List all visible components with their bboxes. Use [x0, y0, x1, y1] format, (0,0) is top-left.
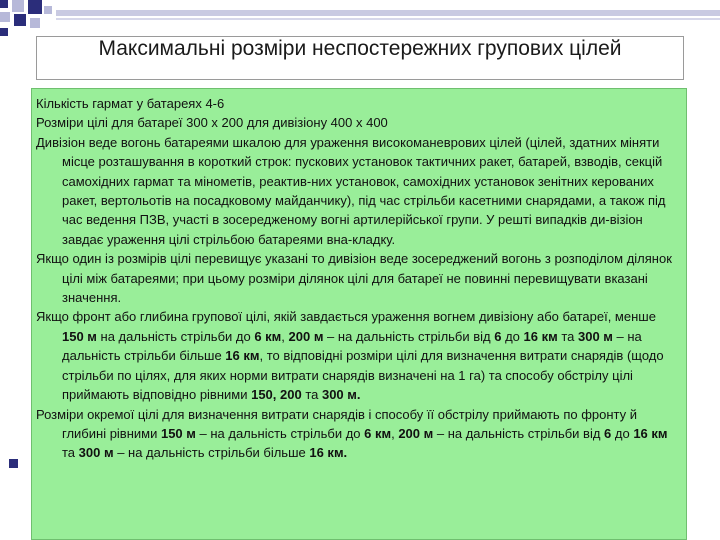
- bold-text: 300 м.: [321, 387, 361, 403]
- body-paragraph: [36, 405, 680, 463]
- text-segment: – на дальність стрільби більше: [113, 445, 310, 461]
- text-segment: Розміри цілі для батареї 300 х 200 для дивізіону 400 х 400: [36, 115, 388, 131]
- bold-text: 16 км: [225, 348, 260, 364]
- text-segment: ,: [391, 425, 399, 441]
- text-segment: ,: [281, 328, 289, 344]
- deco-square: [0, 0, 8, 8]
- deco-square: [14, 14, 26, 26]
- text-segment: до: [611, 425, 634, 441]
- deco-square: [12, 0, 24, 12]
- text-segment: Якщо фронт або глибина групової цілі, якій завдається ураження вогнем дивізіону або батареї, менше: [36, 309, 656, 325]
- bullet-square: [9, 459, 18, 468]
- text-segment: на дальність стрільби до: [96, 328, 255, 344]
- bold-text: 150 м: [160, 425, 196, 441]
- bold-text: 16 км: [633, 425, 668, 441]
- body-paragraph: [36, 113, 680, 132]
- deco-square: [0, 28, 8, 36]
- bold-text: 200 м: [398, 425, 434, 441]
- deco-square: [28, 0, 42, 14]
- text-segment: та: [301, 387, 322, 403]
- text-segment: та: [557, 328, 578, 344]
- text-segment: – на дальність стрільби від: [433, 425, 605, 441]
- bold-text: 150, 200: [251, 387, 302, 403]
- bold-text: 150 м: [62, 328, 97, 344]
- text-segment: Якщо один із розмірів цілі перевищує указані то дивізіон веде зосереджений вогонь з розподілом ділянок цілі між батареями; при цьому розміри ділянок цілі для батареї не повинні перевищувати вказані значення.: [36, 251, 672, 306]
- text-segment: – на дальність стрільби від: [323, 328, 495, 344]
- text-segment: – на дальність стрільби більше: [62, 328, 642, 364]
- deco-stripe: [56, 18, 720, 20]
- deco-square: [44, 6, 52, 14]
- content-panel: [31, 88, 687, 540]
- body-paragraph: [36, 249, 680, 307]
- bold-text: 6: [604, 425, 612, 441]
- bold-text: 16 км.: [309, 445, 348, 461]
- bold-text: 300 м: [78, 445, 114, 461]
- bold-text: 16 км: [523, 328, 558, 344]
- deco-square: [30, 18, 40, 28]
- bold-text: 300 м: [577, 328, 613, 344]
- text-segment: до: [501, 328, 524, 344]
- bold-text: 6 км: [364, 425, 392, 441]
- text-segment: Дивізіон веде вогонь батареями шкалою для ураження високоманеврових цілей (цілей, здатних міняти місце розташування в короткий строк: пускових установок тактичних ракет, батарей, взводів, секцій самохідних гармат та мінометів, реактив-них установок, самохідних установок зенітних керованих ракет, вертольотів на посадковому майданчику), під час стрільби касетними снарядами, а також під час ведення ПЗВ, участі в зосередженому вогні артилерійської групи. У решті випадків ди-візіон завдає ураження цілі стрільбою батареями вна-кладку.: [36, 134, 666, 247]
- text-segment: Кількість гармат у батареях 4-6: [36, 96, 225, 111]
- text-segment: , то відповідні розміри цілі для визначення витрати снарядів (щодо стрільби по цілях, для яких норми витрати снарядів визначені на 1 га) та способу обстрілу цілі приймають відповідно рівними: [62, 348, 664, 403]
- bold-text: 6: [494, 328, 502, 344]
- text-segment: та: [62, 445, 79, 461]
- deco-stripe: [56, 10, 720, 16]
- title-frame: [36, 36, 684, 80]
- text-segment: – на дальність стрільби до: [195, 425, 365, 441]
- slide-title: Максимальні розміри неспостережних групових цілей: [98, 37, 622, 60]
- text-segment: Розміри окремої цілі для визначення витрати снарядів і способу її обстрілу приймають по фронту й глибині рівними: [36, 406, 638, 441]
- bold-text: 6 км: [254, 328, 282, 344]
- body-paragraph: [36, 307, 680, 404]
- bold-text: 200 м: [288, 328, 324, 344]
- body-paragraph: [36, 94, 680, 113]
- body-paragraph: [36, 133, 680, 249]
- deco-square: [0, 12, 10, 22]
